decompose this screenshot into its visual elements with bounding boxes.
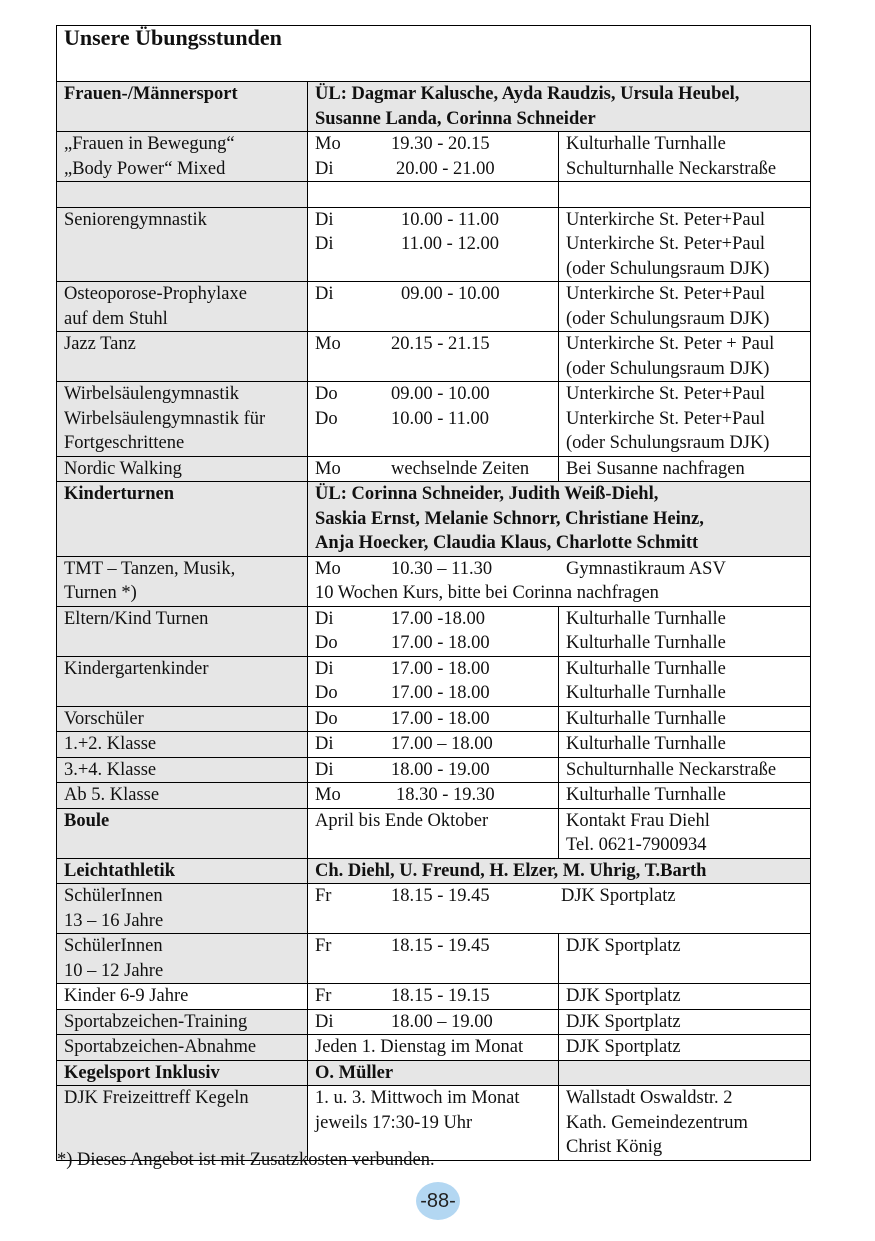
course-name: DJK Freizeittreff Kegeln <box>57 1086 308 1161</box>
table-row <box>57 984 811 1010</box>
course-location: DJK Sportplatz <box>559 984 811 1010</box>
course-name: Vorschüler <box>57 706 308 732</box>
section-name: Boule <box>57 808 308 858</box>
table-row <box>57 732 811 758</box>
course-location: Kulturhalle Turnhalle <box>559 783 811 809</box>
course-time: Di 09.00 - 10.00 <box>308 282 559 332</box>
table-row <box>57 757 811 783</box>
course-time: Jeden 1. Dienstag im Monat <box>308 1035 559 1061</box>
table-row <box>57 656 811 706</box>
course-location: Kulturhalle Turnhalle <box>559 706 811 732</box>
section-header-leichtathletik <box>57 858 811 884</box>
section-trainers: Ch. Diehl, U. Freund, H. Elzer, M. Uhrig, T.Barth <box>308 858 811 884</box>
course-name: Eltern/Kind Turnen <box>57 606 308 656</box>
footnote: *) Dieses Angebot ist mit Zusatzkosten verbunden. <box>57 1150 435 1170</box>
course-time: Mo 10.30 – 11.30 Gymnastikraum ASV 10 Wochen Kurs, bitte bei Corinna nachfragen <box>308 556 811 606</box>
section-name: Kegelsport Inklusiv <box>57 1060 308 1086</box>
table-row <box>57 606 811 656</box>
table-row <box>57 1035 811 1061</box>
course-location: DJK Sportplatz <box>559 1009 811 1035</box>
section-trainers: ÜL: Dagmar Kalusche, Ayda Raudzis, Ursula Heubel, Susanne Landa, Corinna Schneider <box>308 82 811 132</box>
course-time: April bis Ende Oktober <box>308 808 559 858</box>
empty-row <box>57 182 811 208</box>
table-row <box>57 456 811 482</box>
section-name: Kinderturnen <box>57 482 308 557</box>
section-trainers: ÜL: Corinna Schneider, Judith Weiß-Diehl, Saskia Ernst, Melanie Schnorr, Christiane Heinz, Anja Hoecker, Claudia Klaus, Charlotte Schmitt <box>308 482 811 557</box>
page-number-badge: -88- <box>416 1182 460 1220</box>
course-time: Di 17.00 -18.00 Do 17.00 - 18.00 <box>308 606 559 656</box>
course-name: Jazz Tanz <box>57 332 308 382</box>
course-time: Di 10.00 - 11.00 Di 11.00 - 12.00 <box>308 207 559 282</box>
course-name: Sportabzeichen-Training <box>57 1009 308 1035</box>
course-name: SchülerInnen 10 – 12 Jahre <box>57 934 308 984</box>
course-name: 1.+2. Klasse <box>57 732 308 758</box>
course-location: Kulturhalle Turnhalle Schulturnhalle Neckarstraße <box>559 132 811 182</box>
course-time: 1. u. 3. Mittwoch im Monat jeweils 17:30-19 Uhr <box>308 1086 559 1161</box>
table-row <box>57 332 811 382</box>
course-time: Fr 18.15 - 19.45 <box>308 934 559 984</box>
table-row <box>57 207 811 282</box>
course-location: Unterkirche St. Peter+Paul Unterkirche St. Peter+Paul (oder Schulungsraum DJK) <box>559 207 811 282</box>
course-name: Osteoporose-Prophylaxe auf dem Stuhl <box>57 282 308 332</box>
schedule-table <box>56 25 811 1161</box>
section-header-kegeln <box>57 1060 811 1086</box>
course-time: Di 18.00 - 19.00 <box>308 757 559 783</box>
course-name: Ab 5. Klasse <box>57 783 308 809</box>
table-row <box>57 1009 811 1035</box>
course-location: Schulturnhalle Neckarstraße <box>559 757 811 783</box>
course-location: Unterkirche St. Peter+Paul Unterkirche St. Peter+Paul (oder Schulungsraum DJK) <box>559 382 811 457</box>
table-row <box>57 884 811 934</box>
section-name: Frauen-/Männersport <box>57 82 308 132</box>
course-time: Di 18.00 – 19.00 <box>308 1009 559 1035</box>
table-row <box>57 132 811 182</box>
course-name: SchülerInnen 13 – 16 Jahre <box>57 884 308 934</box>
section-name: Leichtathletik <box>57 858 308 884</box>
course-name: „Frauen in Bewegung“ „Body Power“ Mixed <box>57 132 308 182</box>
course-name: Wirbelsäulengymnastik Wirbelsäulengymnastik für Fortgeschrittene <box>57 382 308 457</box>
table-row <box>57 706 811 732</box>
course-time: Mo wechselnde Zeiten <box>308 456 559 482</box>
course-time: Mo 19.30 - 20.15 Di 20.00 - 21.00 <box>308 132 559 182</box>
section-header-kinder <box>57 482 811 557</box>
course-location: DJK Sportplatz <box>559 1035 811 1061</box>
course-location: DJK Sportplatz <box>559 934 811 984</box>
table-row <box>57 934 811 984</box>
course-name: TMT – Tanzen, Musik, Turnen *) <box>57 556 308 606</box>
course-location: Wallstadt Oswaldstr. 2 Kath. Gemeindezentrum Christ König <box>559 1086 811 1161</box>
course-time: Do 09.00 - 10.00 Do 10.00 - 11.00 <box>308 382 559 457</box>
course-time: Di 17.00 - 18.00 Do 17.00 - 18.00 <box>308 656 559 706</box>
section-trainers: O. Müller <box>308 1060 559 1086</box>
course-time: Do 17.00 - 18.00 <box>308 706 559 732</box>
course-location: Kulturhalle Turnhalle <box>559 732 811 758</box>
section-header-frauen <box>57 82 811 132</box>
course-location: Unterkirche St. Peter+Paul (oder Schulungsraum DJK) <box>559 282 811 332</box>
table-row-boule <box>57 808 811 858</box>
table-row <box>57 382 811 457</box>
course-name: Seniorengymnastik <box>57 207 308 282</box>
course-name: 3.+4. Klasse <box>57 757 308 783</box>
course-name: Kinder 6-9 Jahre <box>57 984 308 1010</box>
table-row <box>57 1086 811 1161</box>
course-location: Kulturhalle Turnhalle Kulturhalle Turnhalle <box>559 606 811 656</box>
page-title: Unsere Übungsstunden <box>57 26 811 82</box>
course-name: Nordic Walking <box>57 456 308 482</box>
table-row <box>57 783 811 809</box>
table-row <box>57 556 811 606</box>
course-location: Unterkirche St. Peter + Paul (oder Schulungsraum DJK) <box>559 332 811 382</box>
course-time: Fr 18.15 - 19.15 <box>308 984 559 1010</box>
empty-cell <box>559 1060 811 1086</box>
course-location: Bei Susanne nachfragen <box>559 456 811 482</box>
course-time: Fr 18.15 - 19.45 DJK Sportplatz <box>308 884 811 934</box>
course-name: Sportabzeichen-Abnahme <box>57 1035 308 1061</box>
table-row <box>57 282 811 332</box>
course-name: Kindergartenkinder <box>57 656 308 706</box>
course-time: Mo 18.30 - 19.30 <box>308 783 559 809</box>
course-time: Di 17.00 – 18.00 <box>308 732 559 758</box>
course-location: Kontakt Frau Diehl Tel. 0621-7900934 <box>559 808 811 858</box>
course-location: Kulturhalle Turnhalle Kulturhalle Turnhalle <box>559 656 811 706</box>
course-time: Mo 20.15 - 21.15 <box>308 332 559 382</box>
